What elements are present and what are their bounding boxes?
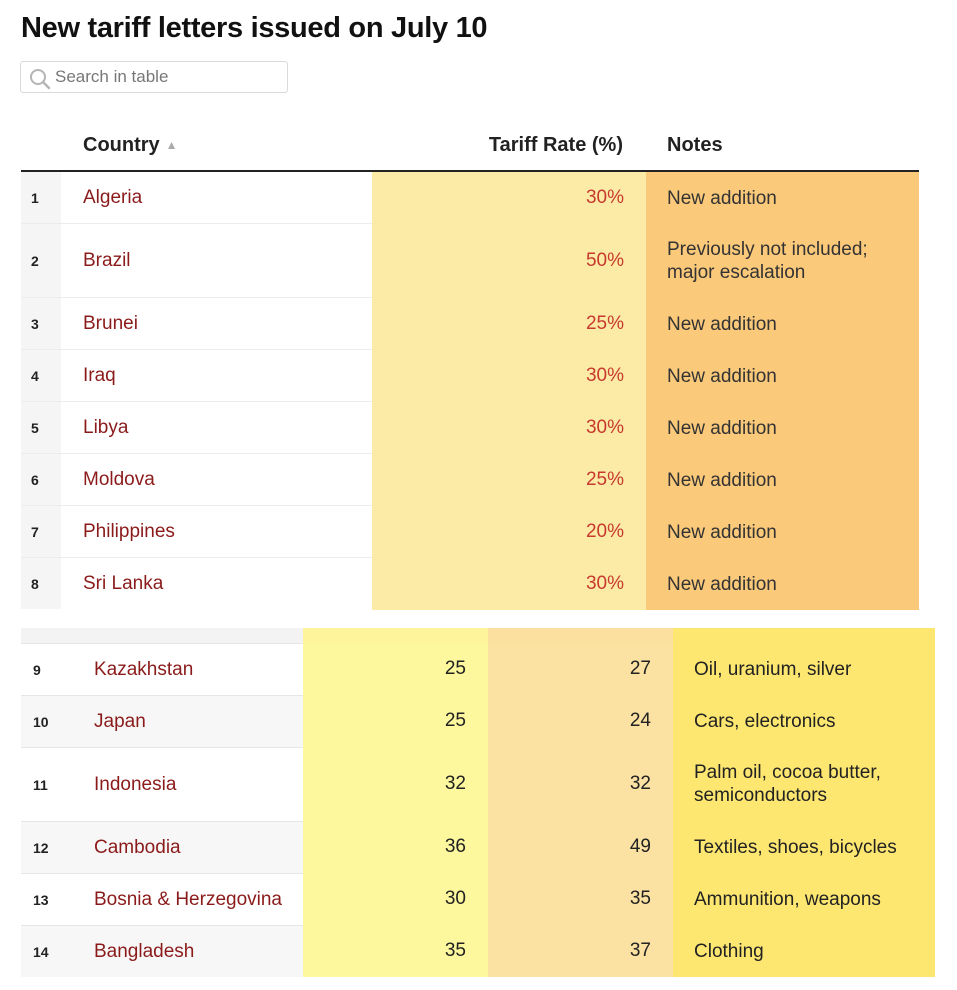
country-cell: Cambodia (94, 836, 181, 858)
country-cell: Sri Lanka (83, 572, 164, 594)
row-number: 13 (33, 891, 49, 908)
table-row (21, 873, 935, 925)
table-row (21, 558, 919, 609)
sort-ascending-icon[interactable]: ▲ (165, 138, 178, 152)
tariff-comparison-table (21, 628, 935, 977)
exports-cell: Cars, electronics (673, 695, 935, 747)
table-row (21, 350, 919, 402)
rate-value-cell: 35 (303, 925, 488, 977)
row-number: 3 (21, 298, 61, 349)
notes-cell: New addition (646, 350, 919, 402)
notes-cell: New addition (646, 402, 919, 454)
rate-value-cell: 37 (488, 925, 673, 977)
rate-value-cell: 25 (303, 695, 488, 747)
country-cell: Bosnia & Herzegovina (94, 888, 282, 910)
row-number: 1 (21, 172, 61, 223)
row-number: 7 (21, 506, 61, 557)
tariff-rate-cell: 30% (372, 172, 646, 224)
table-row (21, 224, 919, 298)
table-row (21, 643, 935, 695)
row-number: 10 (33, 713, 49, 730)
notes-cell: New addition (646, 172, 919, 224)
table-header-strip (21, 628, 935, 643)
tariff-rate-cell: 25% (372, 454, 646, 506)
row-number: 2 (21, 224, 61, 297)
rate-value-cell: 25 (303, 643, 488, 695)
exports-cell: Palm oil, cocoa butter, semiconductors (673, 747, 935, 821)
table-row (21, 298, 919, 350)
row-number: 9 (33, 661, 41, 678)
table-row (21, 454, 919, 506)
notes-cell: New addition (646, 298, 919, 350)
search-input[interactable] (55, 65, 280, 89)
rate-value-cell: 30 (303, 873, 488, 925)
tariff-rate-cell: 25% (372, 298, 646, 350)
notes-cell: New addition (646, 454, 919, 506)
rate-value-cell: 27 (488, 643, 673, 695)
rate-value-cell: 24 (488, 695, 673, 747)
header-cell (303, 628, 488, 643)
country-cell: Kazakhstan (94, 658, 194, 680)
notes-cell: New addition (646, 506, 919, 558)
row-number: 14 (33, 943, 49, 960)
table-row (21, 695, 935, 747)
tariff-table (21, 120, 919, 609)
country-cell: Brunei (83, 312, 138, 334)
table-row (21, 506, 919, 558)
country-cell: Algeria (83, 186, 143, 208)
header-cell (673, 628, 935, 643)
tariff-rate-cell: 20% (372, 506, 646, 558)
row-number: 8 (21, 558, 61, 609)
header-cell (488, 628, 673, 643)
rate-value-cell: 36 (303, 821, 488, 873)
country-cell: Philippines (83, 520, 175, 542)
rate-value-cell: 32 (488, 747, 673, 821)
country-cell: Brazil (83, 249, 131, 271)
tariff-rate-cell: 30% (372, 350, 646, 402)
row-number: 6 (21, 454, 61, 505)
country-column-cell (21, 696, 303, 747)
tariff-rate-cell: 30% (372, 558, 646, 610)
table-row (21, 402, 919, 454)
exports-cell: Oil, uranium, silver (673, 643, 935, 695)
column-header-notes[interactable]: Notes (667, 134, 723, 156)
country-cell: Libya (83, 416, 129, 438)
column-header-country[interactable] (83, 134, 178, 157)
column-header-country-label: Country (83, 134, 160, 156)
column-header-tariff-rate[interactable]: Tariff Rate (%) (488, 134, 623, 156)
table-row (21, 747, 935, 821)
country-cell: Moldova (83, 468, 155, 490)
notes-cell: New addition (646, 558, 919, 610)
row-number: 4 (21, 350, 61, 401)
row-number: 11 (33, 776, 48, 793)
row-number: 12 (33, 839, 49, 856)
rate-value-cell: 32 (303, 747, 488, 821)
tariff-rate-cell: 30% (372, 402, 646, 454)
notes-cell: Previously not included; major escalation (646, 224, 919, 298)
table-row (21, 821, 935, 873)
exports-cell: Clothing (673, 925, 935, 977)
tariff-rate-cell: 50% (372, 224, 646, 298)
table-row (21, 925, 935, 977)
exports-cell: Ammunition, weapons (673, 873, 935, 925)
country-cell: Bangladesh (94, 940, 195, 962)
header-cell (21, 628, 303, 643)
search-icon (29, 68, 51, 90)
exports-cell: Textiles, shoes, bicycles (673, 821, 935, 873)
country-cell: Indonesia (94, 773, 177, 795)
row-number: 5 (21, 402, 61, 453)
table-header (21, 120, 919, 172)
rate-value-cell: 49 (488, 821, 673, 873)
rate-value-cell: 35 (488, 873, 673, 925)
country-cell: Iraq (83, 364, 116, 386)
country-cell: Japan (94, 710, 146, 732)
page-title: New tariff letters issued on July 10 (21, 12, 488, 44)
table-row (21, 172, 919, 224)
search-box[interactable] (20, 61, 288, 93)
